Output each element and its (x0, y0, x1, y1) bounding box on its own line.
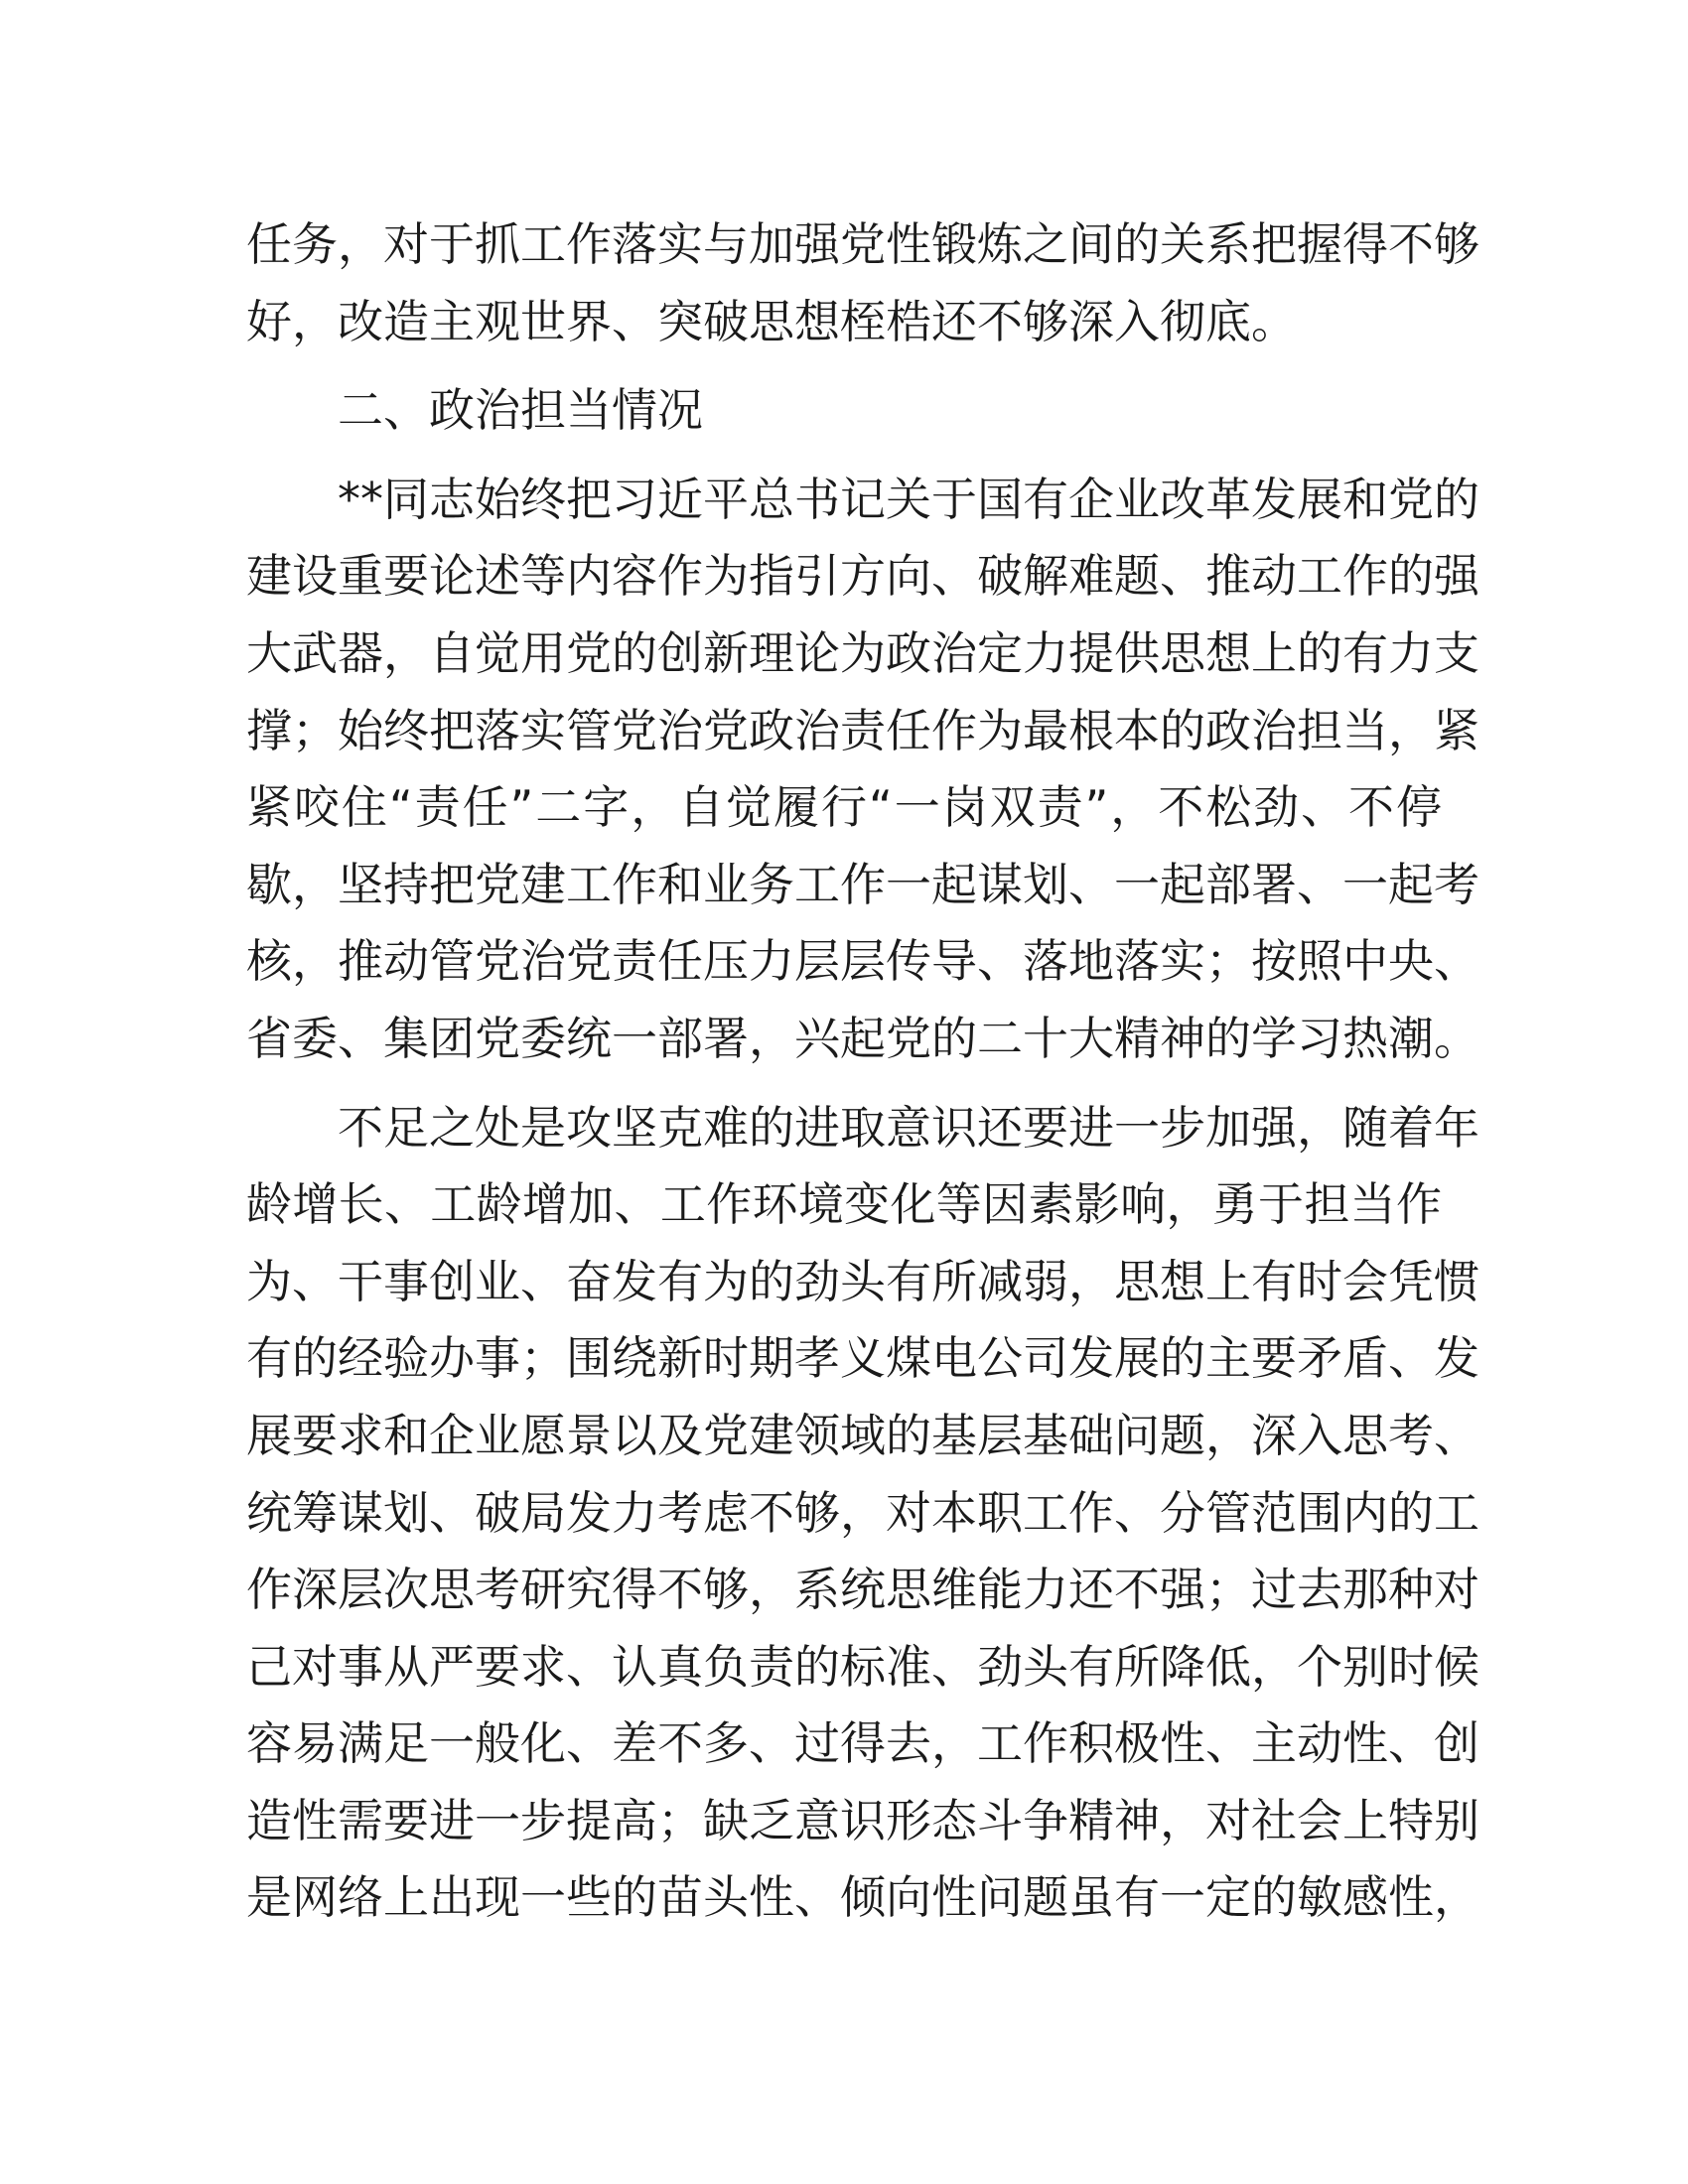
text-line: 己对事从严要求、认真负责的标准、劲头有所降低，个别时候 (246, 1639, 1479, 1694)
section-heading-political-responsibility (246, 372, 1442, 450)
text-line: 紧咬住“责任”二字，自觉履行“一岗双责”，不松劲、不停 (246, 780, 1442, 835)
paragraph-gap (246, 360, 1442, 372)
text-line: 容易满足一般化、差不多、过得去，工作积极性、主动性、创 (246, 1716, 1479, 1771)
text-line: 好，改造主观世界、突破思想桎梏还不够深入彻底。 (246, 294, 1297, 348)
text-line: 展要求和企业愿景以及党建领域的基层基础问题，深入思考、 (246, 1408, 1479, 1462)
text-line: 大武器，自觉用党的创新理论为政治定力提供思想上的有力支 (246, 625, 1479, 680)
text-line: 是网络上出现一些的苗头性、倾向性问题虽有一定的敏感性， (246, 1870, 1479, 1925)
text-line: 省委、集团党委统一部署，兴起党的二十大精神的学习热潮。 (246, 1011, 1479, 1065)
text-line: 统筹谋划、破局发力考虑不够，对本职工作、分管范围内的工 (246, 1485, 1479, 1540)
text-line: 歇，坚持把党建工作和业务工作一起谋划、一起部署、一起考 (246, 857, 1479, 911)
text-line: 为、干事创业、奋发有为的劲头有所减弱，思想上有时会凭惯 (246, 1254, 1479, 1308)
text-line: 龄增长、工龄增加、工作环境变化等因素影响，勇于担当作 (246, 1177, 1442, 1232)
paragraph-shortcomings (246, 1090, 1479, 1938)
heading-text: 二、政治担当情况 (338, 383, 703, 438)
document-body (246, 206, 1479, 1937)
text-line: **同志始终把习近平总书记关于国有企业改革发展和党的 (338, 472, 1479, 526)
text-line: 撑；始终把落实管党治党政治责任作为最根本的政治担当，紧 (246, 703, 1479, 757)
paragraph-continuation (246, 206, 1479, 360)
text-line: 有的经验办事；围绕新时期孝义煤电公司发展的主要矛盾、发 (246, 1331, 1479, 1386)
text-line: 任务，对于抓工作落实与加强党性锻炼之间的关系把握得不够 (246, 217, 1479, 271)
text-line: 建设重要论述等内容作为指引方向、破解难题、推动工作的强 (246, 549, 1479, 604)
paragraph-strengths (246, 462, 1479, 1078)
text-line: 核，推动管党治党责任压力层层传导、落地落实；按照中央、 (246, 934, 1479, 989)
paragraph-gap (246, 1078, 1442, 1090)
text-line: 造性需要进一步提高；缺乏意识形态斗争精神，对社会上特别 (246, 1793, 1479, 1847)
text-line: 不足之处是攻坚克难的进取意识还要进一步加强，随着年 (338, 1100, 1479, 1155)
paragraph-gap (246, 450, 1442, 462)
text-line: 作深层次思考研究得不够，系统思维能力还不强；过去那种对 (246, 1563, 1479, 1617)
